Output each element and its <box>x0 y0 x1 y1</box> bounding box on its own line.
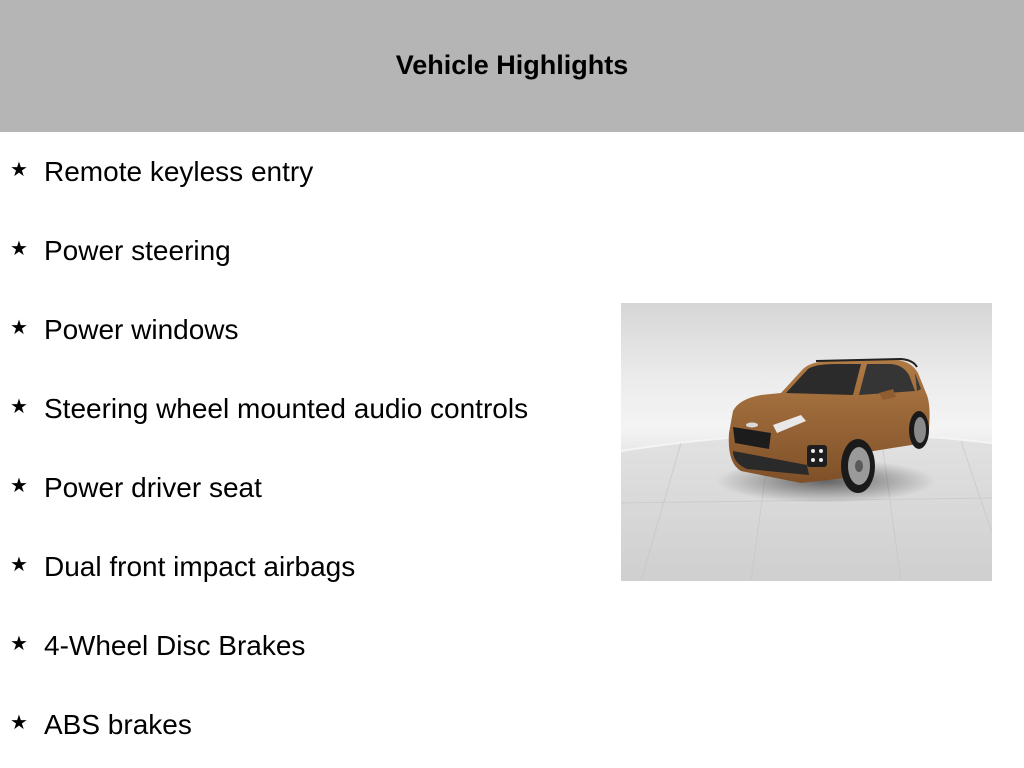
highlight-item <box>10 547 355 587</box>
highlight-item <box>10 152 313 192</box>
page-title: Vehicle Highlights <box>395 49 629 80</box>
header-bar <box>0 0 1024 132</box>
highlight-label: Power windows <box>44 314 239 345</box>
star-icon: ★ <box>10 473 28 497</box>
highlight-item <box>10 389 528 429</box>
highlight-label: Remote keyless entry <box>44 156 314 187</box>
star-icon: ★ <box>10 157 28 181</box>
star-icon: ★ <box>10 394 28 418</box>
highlight-label: Power driver seat <box>44 472 262 503</box>
star-icon: ★ <box>10 236 28 260</box>
highlight-label: 4-Wheel Disc Brakes <box>44 630 306 661</box>
highlight-item <box>10 626 305 666</box>
highlight-label: Dual front impact airbags <box>44 551 356 582</box>
star-icon: ★ <box>10 631 28 655</box>
highlight-label: ABS brakes <box>44 709 192 740</box>
highlight-item <box>10 231 231 271</box>
vehicle-illustration <box>621 303 992 581</box>
vehicle-photo <box>621 303 992 581</box>
highlight-item <box>10 705 192 745</box>
star-icon: ★ <box>10 315 28 339</box>
highlight-item <box>10 310 239 350</box>
star-icon: ★ <box>10 552 28 576</box>
star-icon: ★ <box>10 710 28 734</box>
highlight-item <box>10 468 262 508</box>
highlight-label: Steering wheel mounted audio controls <box>44 393 529 424</box>
highlight-label: Power steering <box>44 235 231 266</box>
